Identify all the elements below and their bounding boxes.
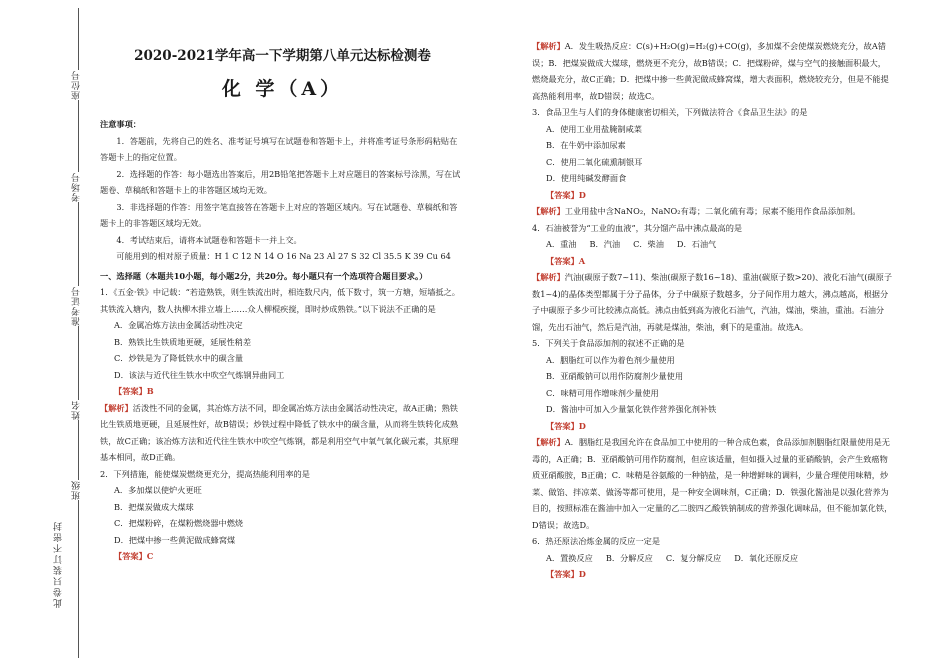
note-item: 3．非选择题的作答：用签字笔直接答在答题卡上对应的答题区域内。写在试题卷、草稿纸和答题卡上的非答题区域均无效。 xyxy=(100,201,458,228)
question-4-explanation xyxy=(532,269,894,335)
question-4-answer: 【答案】A xyxy=(546,255,586,266)
explain-text: A．发生吸热反应：C(s)+H₂O(g)=H₂(g)+CO(g)，多加煤不会使煤炭燃烧充分，故A错误；B．把煤炭做成大煤球，燃烧更不充分，故B错误；C．把煤粉碎，煤与空气的接触面积最大，燃烧最充分，故C正确；D．把煤中掺一些黄泥做成蜂窝煤，增大表面积，燃烧较充分，但是不能提高热能利用率，故D错误；故选C。 xyxy=(532,41,889,101)
question-1-option-c: C．炒铁是为了降低铁水中的碳含量 xyxy=(114,353,244,363)
question-2-explanation xyxy=(532,38,894,104)
exam-subject: 化 学（A） xyxy=(221,78,344,100)
explain-tag: 【解析】 xyxy=(532,41,565,51)
left-column xyxy=(100,0,465,565)
question-1-stem: 1．《五金·铁》中记载：“若造熟铁，则生铁流出时，相连数尺内，低下数寸，筑一方塘，短墙抵之。其铁流入塘内，数人执柳木排立墙上……众人柳棍疾搅，即时炒成熟铁。”以下说法不正确的是 xyxy=(100,287,460,314)
question-6-options: A．置换反应 B．分解反应 C．复分解反应 D．氧化还原反应 xyxy=(546,552,799,563)
seat-number-label: 座位号 xyxy=(72,70,82,100)
binding-line xyxy=(78,8,79,658)
name-label: 姓名 xyxy=(72,400,82,420)
question-3-explanation xyxy=(532,203,894,220)
question-2-option-c: C．把煤粉碎，在煤粉燃烧器中燃烧 xyxy=(114,518,244,528)
notes-heading: 注意事项： xyxy=(100,119,141,129)
explain-tag: 【解析】 xyxy=(100,402,133,413)
question-5-explanation xyxy=(532,434,894,533)
class-label: 班级 xyxy=(72,480,82,500)
explain-text: 汽油(碳原子数7~11)、柴油(碳原子数16~18)、重油(碳原子数>20)、液化石油气(碳原子数1~4)的晶体类型都属于分子晶体，分子中碳原子数越多，分子间作用力越大，沸点越高，根据分子中碳原子多少可比较沸点高低。沸点由低到高为液化石油气，汽油，煤油，柴油，重油。石油分馏，先出石油气，然后是汽油，再就是煤油，柴油，剩下的是重油。故选A。 xyxy=(532,272,893,332)
explain-tag: 【解析】 xyxy=(532,272,565,282)
exam-room-label: 考场号 xyxy=(72,172,82,202)
question-5-option-b: B．亚硝酸钠可以用作防腐剂少量使用 xyxy=(546,371,684,381)
question-2-stem: 2．下列措施，能使煤炭燃烧更充分，提高热能利用率的是 xyxy=(100,468,310,479)
ticket-number-label: 准考证号 xyxy=(72,286,82,326)
note-item: 1．答题前，先将自己的姓名、准考证号填写在试题卷和答题卡上，并将准考证号条形码粘贴在答题卡上的指定位置。 xyxy=(100,135,458,162)
question-1-explanation xyxy=(100,400,465,466)
seal-notice: 此卷只装订不密封 xyxy=(54,520,64,608)
question-3-option-b: B．在牛奶中添加尿素 xyxy=(546,140,626,150)
explain-tag: 【解析】 xyxy=(532,206,565,216)
note-item: 4．考试结束后，请将本试题卷和答题卡一并上交。 xyxy=(116,234,302,245)
exam-title: 2020-2021学年高一下学期第八单元达标检测卷 xyxy=(134,48,431,64)
question-3-answer: 【答案】D xyxy=(546,189,586,200)
question-1-option-d: D．该法与近代往生铁水中吹空气炼钢异曲同工 xyxy=(114,369,285,380)
binding-margin xyxy=(0,0,98,672)
question-5-answer: 【答案】D xyxy=(546,420,586,431)
explain-text: A．胭脂红是我国允许在食品加工中使用的一种合成色素，食品添加剂胭脂红限量使用是无毒的，A正确；B．亚硝酸钠可用作防腐剂，但应该适量，但如摄入过量的亚硝酸钠，会产生致癌物质亚硝酸胺，B正确；C．味精是谷氨酸的一种钠盐，是一种增鲜味的调料，少量合理使用味精，炒菜、做馅、拌凉菜、做汤等都可使用，是一种安全调味剂，C正确；D．铁强化酱油是以强化营养为目的，按照标准在酱油中加入一定量的乙二胺四乙酸铁钠制成的营养强化调味品，但不能加氯化铁，D错误；故选D。 xyxy=(532,437,893,530)
question-3-stem: 3．食品卫生与人们的身体健康密切相关，下列做法符合《食品卫生法》的是 xyxy=(532,107,808,117)
question-2-option-a: A．多加煤以使炉火更旺 xyxy=(114,485,202,495)
question-4-options: A．重油 B．汽油 C．柴油 D．石油气 xyxy=(546,239,717,249)
question-1-answer: 【答案】B xyxy=(114,386,154,396)
question-1-option-b: B．熟铁比生铁质地更硬，延展性稍差 xyxy=(114,336,252,347)
question-6-stem: 6．热还原法冶炼金属的反应一定是 xyxy=(532,536,661,546)
question-5-option-a: A．胭脂红可以作为着色剂少量使用 xyxy=(546,354,675,365)
question-6-answer: 【答案】D xyxy=(546,569,586,579)
question-5-stem: 5．下列关于食品添加剂的叙述不正确的是 xyxy=(532,338,685,348)
question-3-option-d: D．使用纯碱发酵面食 xyxy=(546,173,627,183)
right-column xyxy=(532,38,894,583)
question-2-option-d: D．把煤中掺一些黄泥做成蜂窝煤 xyxy=(114,534,236,545)
note-item: 2．选择题的作答：每小题选出答案后，用2B铅笔把答题卡上对应题目的答案标号涂黑，写在试题卷、草稿纸和答题卡上的非答题区域均无效。 xyxy=(100,168,461,195)
question-1-option-a: A．金属冶炼方法由金属活动性决定 xyxy=(114,320,243,330)
question-3-option-a: A．使用工业用盐腌制咸菜 xyxy=(546,123,642,134)
question-4-stem: 4．石油被誉为“工业的血液”，其分馏产品中沸点最高的是 xyxy=(532,222,743,233)
explain-text: 活泼性不同的金属，其冶炼方法不同，即金属冶炼方法由金属活动性决定，故A正确；熟铁比生铁质地更硬，且延展性好，故B错误；炒铁过程中降低了铁水中的碳含量，从而将生铁转化成熟铁，故C正确；该冶炼方法和近代往生铁水中吹空气炼钢，都是利用空气中氧气氧化碳元素，其原理基本相同，故D正确。 xyxy=(100,402,459,462)
atomic-masses: 可能用到的相对原子质量：H 1 C 12 N 14 O 16 Na 23 Al 27 S 32 Cl 35.5 K 39 Cu 64 xyxy=(116,251,451,261)
explain-text: 工业用盐中含NaNO₂，NaNO₂有毒；二氧化硫有毒；尿素不能用作食品添加剂。 xyxy=(564,206,861,216)
question-3-option-c: C．使用二氧化硫熏制银耳 xyxy=(546,156,643,167)
question-5-option-c: C．味精可用作增味剂少量使用 xyxy=(546,387,659,398)
question-2-option-b: B．把煤炭做成大煤球 xyxy=(114,501,194,512)
question-5-option-d: D．酱油中可加入少量氯化铁作营养强化剂补铁 xyxy=(546,404,717,414)
section-heading: 一、选择题（本题共10小题，每小题2分，共20分。每小题只有一个选项符合题目要求。） xyxy=(100,270,428,281)
question-2-answer: 【答案】C xyxy=(114,551,154,561)
explain-tag: 【解析】 xyxy=(532,437,565,447)
